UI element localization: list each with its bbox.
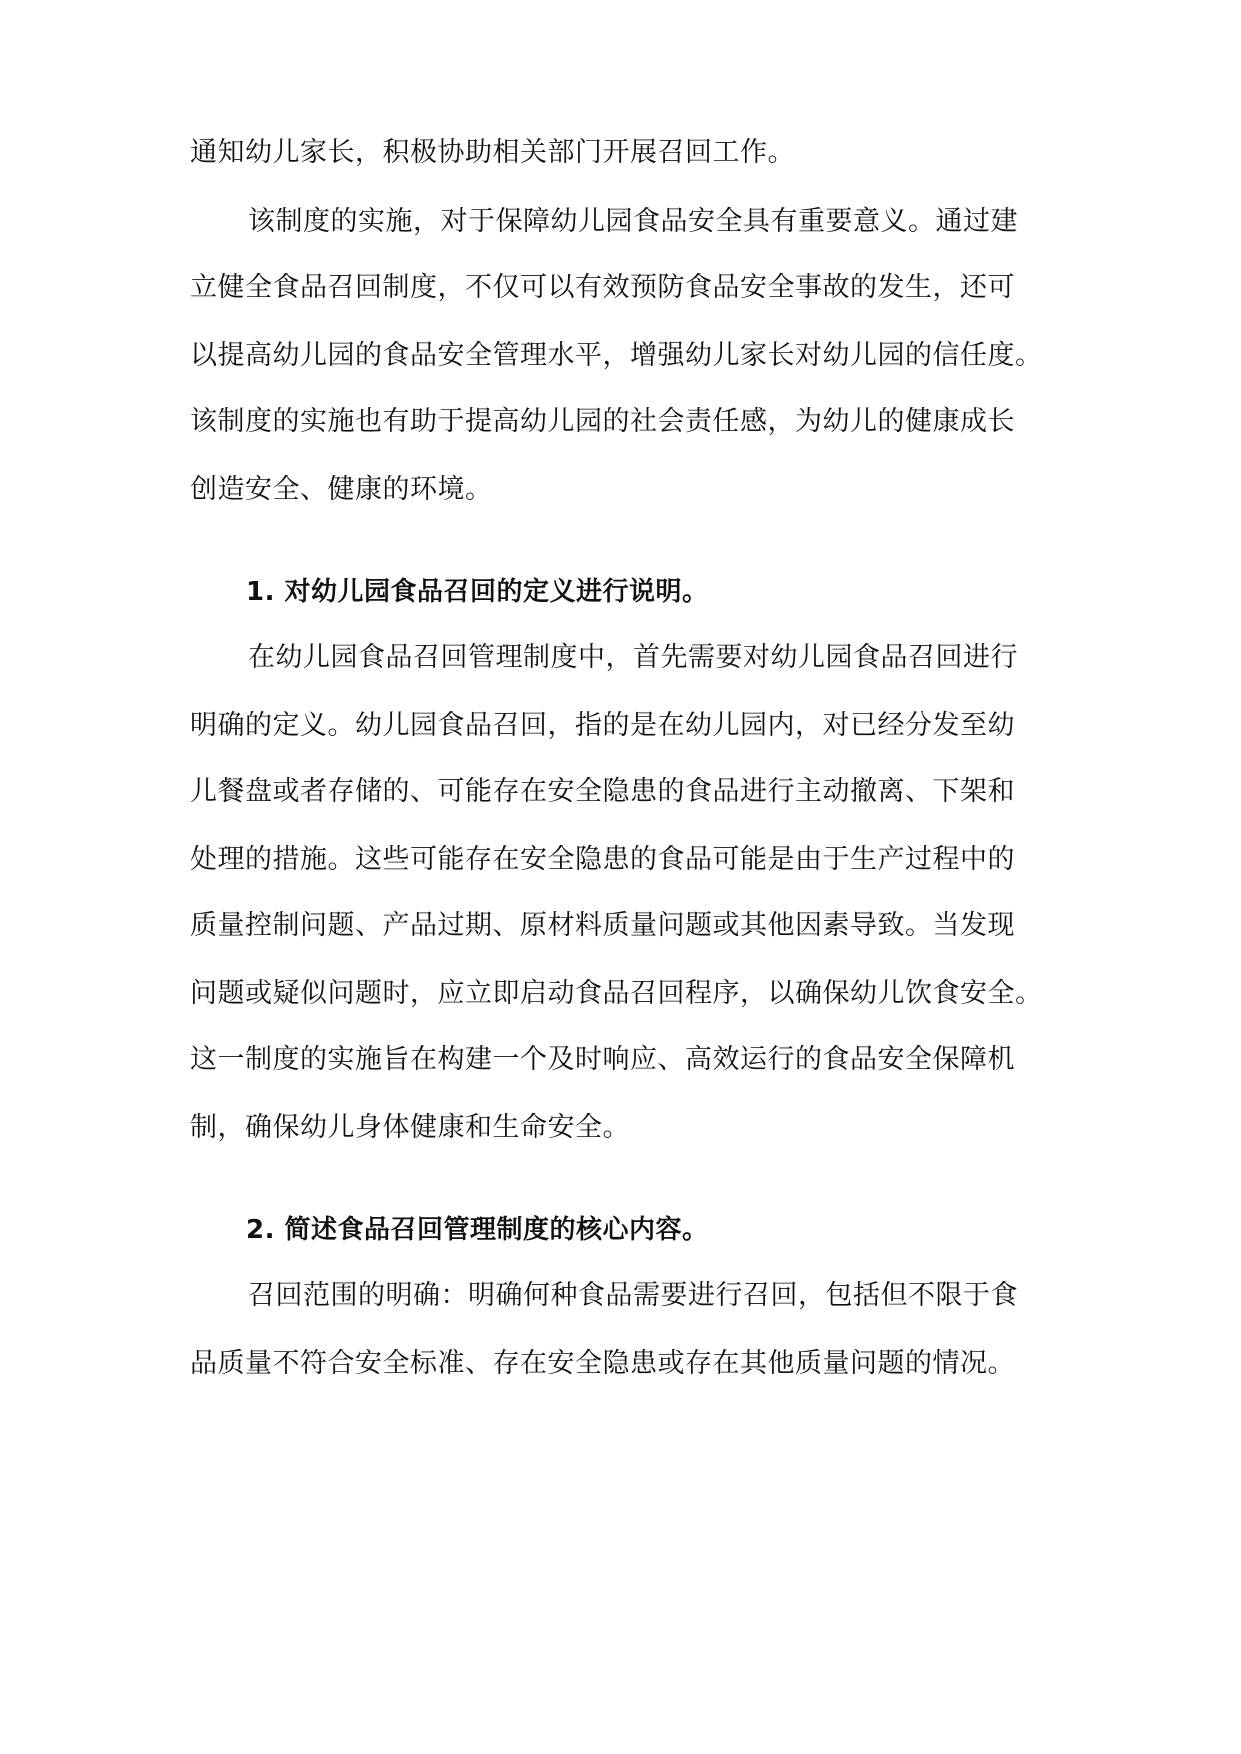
paragraph-line: 制，确保幼儿身体健康和生命安全。 (190, 1112, 630, 1143)
paragraph-line: 该制度的实施，对于保障幼儿园食品安全具有重要意义。通过建 (248, 206, 1018, 237)
paragraph-line: 明确的定义。幼儿园食品召回，指的是在幼儿园内，对已经分发至幼 (190, 710, 1015, 741)
paragraph-line: 创造安全、健康的环境。 (190, 474, 493, 505)
paragraph-line: 在幼儿园食品召回管理制度中，首先需要对幼儿园食品召回进行 (248, 642, 1018, 673)
paragraph-line: 质量控制问题、产品过期、原材料质量问题或其他因素导致。当发现 (190, 910, 1015, 941)
paragraph-line: 立健全食品召回制度，不仅可以有效预防食品安全事故的发生，还可 (190, 272, 1015, 303)
paragraph-line: 处理的措施。这些可能存在安全隐患的食品可能是由于生产过程中的 (190, 844, 1015, 875)
paragraph-line: 该制度的实施也有助于提高幼儿园的社会责任感，为幼儿的健康成长 (190, 406, 1015, 437)
paragraph-line: 以提高幼儿园的食品安全管理水平，增强幼儿家长对幼儿园的信任度。 (190, 340, 1043, 371)
paragraph-line: 召回范围的明确：明确何种食品需要进行召回，包括但不限于食 (248, 1280, 1018, 1311)
paragraph-line: 品质量不符合安全标准、存在安全隐患或存在其他质量问题的情况。 (190, 1348, 1015, 1379)
section-heading-2: 2. 简述食品召回管理制度的核心内容。 (246, 1215, 709, 1245)
paragraph-line: 通知幼儿家长，积极协助相关部门开展召回工作。 (190, 137, 795, 168)
paragraph-line: 问题或疑似问题时，应立即启动食品召回程序，以确保幼儿饮食安全。 (190, 978, 1043, 1009)
paragraph-line: 这一制度的实施旨在构建一个及时响应、高效运行的食品安全保障机 (190, 1044, 1015, 1075)
section-heading-1: 1. 对幼儿园食品召回的定义进行说明。 (246, 577, 709, 607)
paragraph-line: 儿餐盘或者存储的、可能存在安全隐患的食品进行主动撤离、下架和 (190, 776, 1015, 807)
